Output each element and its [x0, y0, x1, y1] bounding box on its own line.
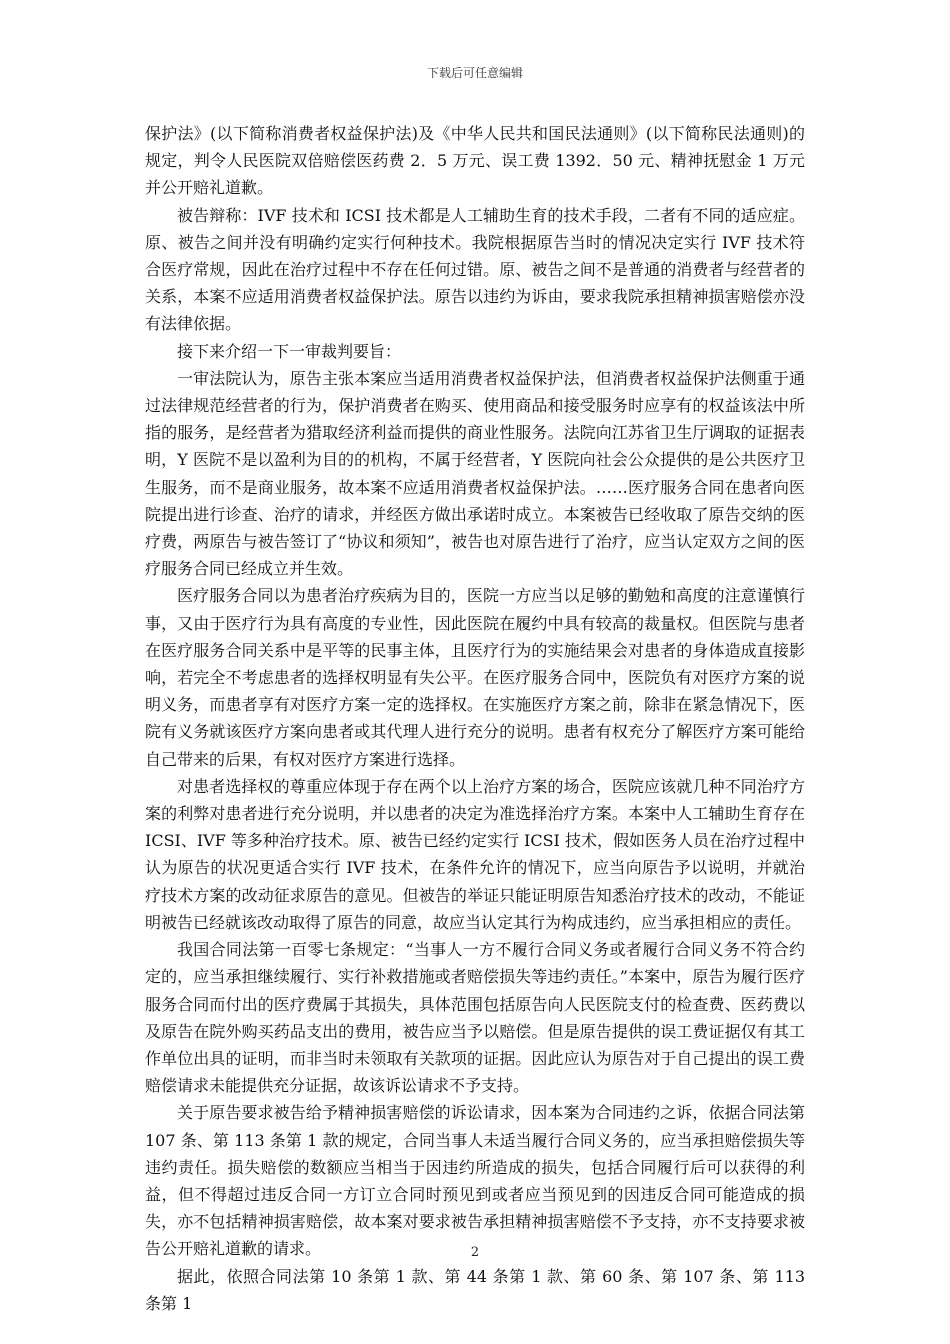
paragraph-intro-first-instance: 接下来介绍一下一审裁判要旨： [177, 341, 402, 361]
document-body [145, 120, 805, 1317]
paragraph-medical-contract: 医疗服务合同以为患者治疗疾病为目的，医院一方应当以足够的勤勉和高度的注意谨慎行事，又由于医疗行为具有高度的专业性，因此医院在履约中具有较高的裁量权。但医院与患者在医疗服务合同关系中是平等的民事主体，且医疗行为的实施结果会对患者的身体造成直接影响，若完全不考虑患者的选择权明显有失公平。在医疗服务合同中，医院负有对医疗方案的说明义务，而患者享有对医疗方案一定的选择权。在实施医疗方案之前，除非在紧急情况下，医院有义务就该医疗方案向患者或其代理人进行充分的说明。患者有权充分了解医疗方案可能给自己带来的后果，有权对医疗方案进行选择。 [145, 586, 805, 769]
paragraph-mental-damages: 关于原告要求被告给予精神损害赔偿的诉讼请求，因本案为合同违约之诉，依据合同法第 107 条、第 113 条第 1 款的规定，合同当事人未适当履行合同义务的，应当承担赔偿损失等违约责任。损失赔偿的数额应当相当于因违约所造成的损失，包括合同履行后可以获得的利益，但不得超过违反合同一方订立合同时预见到或者应当预见到的因违反合同可能造成的损失，亦不包括精神损害赔偿，故本案对要求被告承担精神损害赔偿不予支持，亦不支持要求被告公开赔礼道歉的请求。 [145, 1103, 805, 1259]
page-number: 2 [470, 1245, 480, 1260]
page-header: 下载后可任意编辑 [426, 66, 523, 80]
paragraph-patient-choice: 对患者选择权的尊重应体现于存在两个以上治疗方案的场合，医院应该就几种不同治疗方案的利弊对患者进行充分说明，并以患者的决定为准选择治疗方案。本案中人工辅助生育存在 ICSI、IVF 等多种治疗技术。原、被告已经约定实行 ICSI 技术，假如医务人员在治疗过程中认为原告的状况更适合实行 IVF 技术，在条件允许的情况下，应当向原告予以说明，并就治疗技术方案的改动征求原告的意见。但被告的举证只能证明原告知悉治疗技术的改动，不能证明被告已经就该改动取得了原告的同意，故应当认定其行为构成违约，应当承担相应的责任。 [145, 776, 805, 932]
paragraph-continued: 保护法》(以下简称消费者权益保护法)及《中华人民共和国民法通则》(以下简称民法通则)的规定，判令人民医院双倍赔偿医药费 2．5 万元、误工费 1392．50 元、精神抚慰金 1 万元并公开赔礼道歉。 [145, 124, 805, 198]
paragraph-contract-law-107: 我国合同法第一百零七条规定：“当事人一方不履行合同义务或者履行合同义务不符合约定的，应当承担继续履行、实行补救措施或者赔偿损失等违约责任。”本案中，原告为履行医疗服务合同而付出的医疗费属于其损失，具体范围包括原告向人民医院支付的检查费、医药费以及原告在院外购买药品支出的费用，被告应当予以赔偿。但是原告提供的误工费证据仅有其工作单位出具的证明，而非当时未领取有关款项的证据。因此应认为原告对于自己提出的误工费赔偿请求未能提供充分证据，故该诉讼请求不予支持。 [145, 940, 805, 1096]
paragraph-judgment-basis: 据此，依照合同法第 10 条第 1 款、第 44 条第 1 款、第 60 条、第 107 条、第 113 条第 1 [145, 1266, 805, 1313]
paragraph-court-opinion: 一审法院认为，原告主张本案应当适用消费者权益保护法，但消费者权益保护法侧重于通过法律规范经营者的行为，保护消费者在购买、使用商品和接受服务时应享有的权益该法中所指的服务，是经营者为猎取经济利益而提供的商业性服务。法院向江苏省卫生厅调取的证据表明，Y 医院不是以盈利为目的的机构，不属于经营者，Y 医院向社会公众提供的是公共医疗卫生服务，而不是商业服务，故本案不应适用消费者权益保护法。……医疗服务合同在患者向医院提出进行诊查、治疗的请求，并经医方做出承诺时成立。本案被告已经收取了原告交纳的医疗费，两原告与被告签订了“协议和须知”，被告也对原告进行了治疗，应当认定双方之间的医疗服务合同已经成立并生效。 [145, 368, 805, 579]
paragraph-defendant-argument: 被告辩称：IVF 技术和 ICSI 技术都是人工辅助生育的技术手段，二者有不同的适应症。原、被告之间并没有明确约定实行何种技术。我院根据原告当时的情况决定实行 IVF 技术符合医疗常规，因此在治疗过程中不存在任何过错。原、被告之间不是普通的消费者与经营者的关系，本案不应适用消费者权益保护法。原告以违约为诉由，要求我院承担精神损害赔偿亦没有法律依据。 [145, 205, 805, 334]
